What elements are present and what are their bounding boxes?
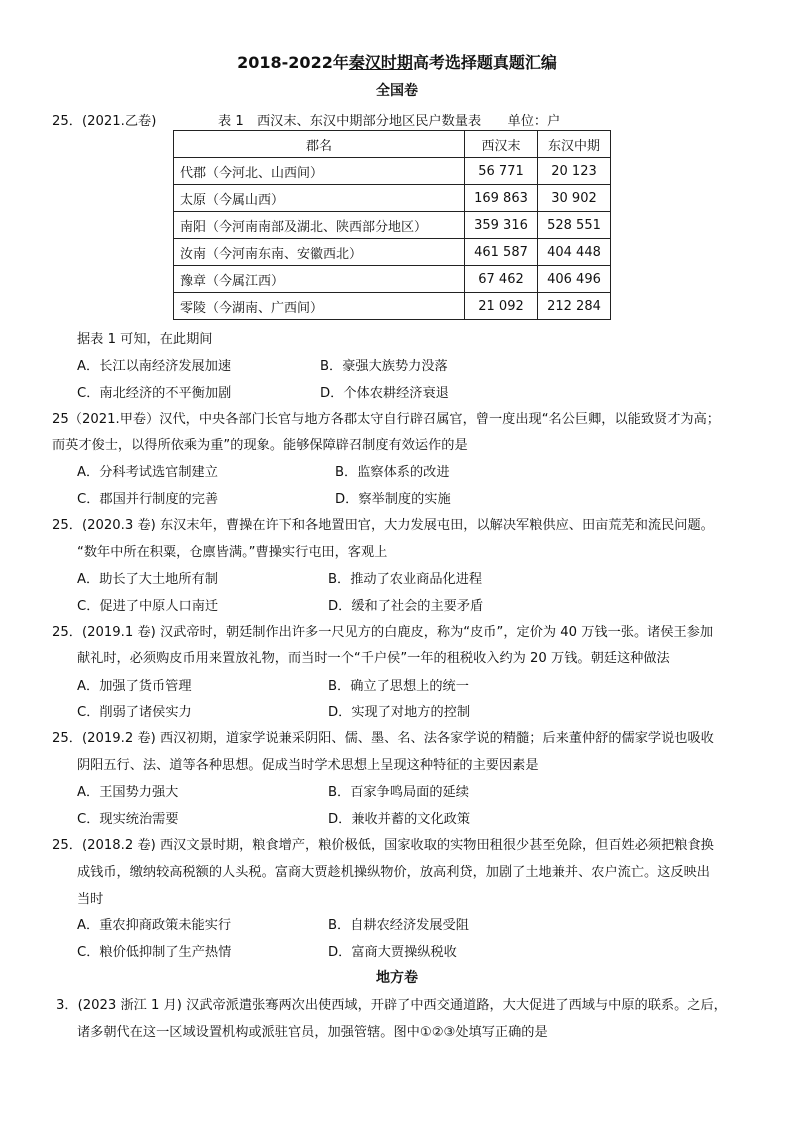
q3-stem-line: 25．(2020.3 卷) 东汉末年，曹操在许下和各地置田官，大力发展屯田，以解决军粮供应、田亩荒芜和流民问题。 <box>52 518 714 533</box>
q7-stem-line: 诸多朝代在这一区域设置机构或派驻官员，加强管辖。图中①②③处填写正确的是 <box>77 1025 548 1040</box>
table-cell: 代郡（今河北、山西间） <box>174 158 465 185</box>
table-row <box>174 212 611 239</box>
q5-option-b: B．百家争鸣局面的延续 <box>328 785 469 800</box>
q6-stem-line: 当时 <box>77 892 104 907</box>
table-header-cell: 郡名 <box>174 131 465 158</box>
document-title: 2018-2022年秦汉时期高考选择题真题汇编 <box>237 53 557 72</box>
q1-option-b: B．豪强大族势力没落 <box>320 359 448 374</box>
q6-stem-line: 成钱币，缴纳较高税额的人头税。富商大贾趁机操纵物价，放高利贷，加剧了土地兼并、农户流亡。这反映出 <box>77 865 710 880</box>
q1-option-d: D．个体农耕经济衰退 <box>320 386 449 401</box>
table-row <box>174 293 611 320</box>
q5-stem-line: 25．(2019.2 卷) 西汉初期，道家学说兼采阴阳、儒、墨、名、法各家学说的精髓；后来董仲舒的儒家学说也吸收 <box>52 731 714 746</box>
q3-stem-line: “数年中所在积粟，仓廪皆满。”曹操实行屯田，客观上 <box>77 545 388 560</box>
table-cell: 太原（今属山西） <box>174 185 465 212</box>
q4-option-b: B．确立了思想上的统一 <box>328 679 469 694</box>
table-cell: 豫章（今属江西） <box>174 266 465 293</box>
q1-option-c: C．南北经济的不平衡加剧 <box>77 386 232 401</box>
table-row <box>174 158 611 185</box>
q4-option-a: A．加强了货币管理 <box>77 679 192 694</box>
q3-option-c: C．促进了中原人口南迁 <box>77 599 219 614</box>
q1-stem: 据表 1 可知，在此期间 <box>77 332 213 347</box>
q6-option-c: C．粮价低抑制了生产热情 <box>77 945 232 960</box>
table-header-cell: 西汉末 <box>465 131 538 158</box>
table-cell: 南阳（今河南南部及湖北、陕西部分地区） <box>174 212 465 239</box>
table-row <box>174 185 611 212</box>
q4-option-c: C．削弱了诸侯实力 <box>77 705 192 720</box>
table-cell: 汝南（今河南东南、安徽西北） <box>174 239 465 266</box>
q6-stem-line: 25．(2018.2 卷) 西汉文景时期，粮食增产，粮价极低，国家收取的实物田租很少甚至免除，但百姓必须把粮食换 <box>52 838 714 853</box>
table-row <box>174 266 611 293</box>
table-cell: 56 771 <box>465 158 538 185</box>
table-cell: 528 551 <box>538 212 611 239</box>
table-cell: 359 316 <box>465 212 538 239</box>
q2-stem-line: 而英才俊士，以得所依乘为重”的现象。能够保障辟召制度有效运作的是 <box>52 438 468 453</box>
q2-option-b: B．监察体系的改进 <box>335 465 450 480</box>
table-cell: 30 902 <box>538 185 611 212</box>
q4-stem-line: 献礼时，必须购皮币用来置放礼物，而当时一个“千户侯”一年的租税收入约为 20 万钱。朝廷这种做法 <box>77 651 670 666</box>
table-cell: 20 123 <box>538 158 611 185</box>
section-local: 地方卷 <box>376 970 418 986</box>
q2-option-c: C．郡国并行制度的完善 <box>77 492 219 507</box>
q3-option-b: B．推动了农业商品化进程 <box>328 572 483 587</box>
q5-option-a: A．王国势力强大 <box>77 785 179 800</box>
q5-option-c: C．现实统治需要 <box>77 812 179 827</box>
table-caption: 表 1 西汉末、东汉中期部分地区民户数量表 单位：户 <box>218 114 561 129</box>
household-table <box>173 130 611 320</box>
table-cell: 169 863 <box>465 185 538 212</box>
table-cell: 零陵（今湖南、广西间） <box>174 293 465 320</box>
q2-option-d: D．察举制度的实施 <box>335 492 451 507</box>
q5-option-d: D．兼收并蓄的文化政策 <box>328 812 471 827</box>
q6-option-b: B．自耕农经济发展受阻 <box>328 918 469 933</box>
table-cell: 67 462 <box>465 266 538 293</box>
q7-stem-line: 3．(2023 浙江 1 月) 汉武帝派遣张骞两次出使西域，开辟了中西交通道路，大大促进了西域与中原的联系。之后， <box>56 998 727 1013</box>
q3-option-d: D．缓和了社会的主要矛盾 <box>328 599 484 614</box>
table-cell: 461 587 <box>465 239 538 266</box>
table-cell: 21 092 <box>465 293 538 320</box>
q6-option-d: D．富商大贾操纵税收 <box>328 945 457 960</box>
table-header-cell: 东汉中期 <box>538 131 611 158</box>
q3-option-a: A．助长了大土地所有制 <box>77 572 218 587</box>
q1-number: 25．(2021.乙卷) <box>52 114 157 129</box>
table-header-row <box>174 131 611 158</box>
q4-stem-line: 25．(2019.1 卷) 汉武帝时，朝廷制作出许多一尺见方的白鹿皮，称为“皮币”，定价为 40 万钱一张。诸侯王参加 <box>52 625 714 640</box>
q4-option-d: D．实现了对地方的控制 <box>328 705 471 720</box>
q1-option-a: A．长江以南经济发展加速 <box>77 359 232 374</box>
q2-stem-line: 25（2021.甲卷）汉代，中央各部门长官与地方各郡太守自行辟召属官，曾一度出现“名公巨卿，以能致贤才为高； <box>52 412 720 427</box>
table-cell: 212 284 <box>538 293 611 320</box>
q6-option-a: A．重农抑商政策未能实行 <box>77 918 232 933</box>
table-row <box>174 239 611 266</box>
table-cell: 404 448 <box>538 239 611 266</box>
table-cell: 406 496 <box>538 266 611 293</box>
section-national: 全国卷 <box>376 83 418 99</box>
q2-option-a: A．分科考试选官制建立 <box>77 465 218 480</box>
q5-stem-line: 阴阳五行、法、道等各种思想。促成当时学术思想上呈现这种特征的主要因素是 <box>77 758 539 773</box>
